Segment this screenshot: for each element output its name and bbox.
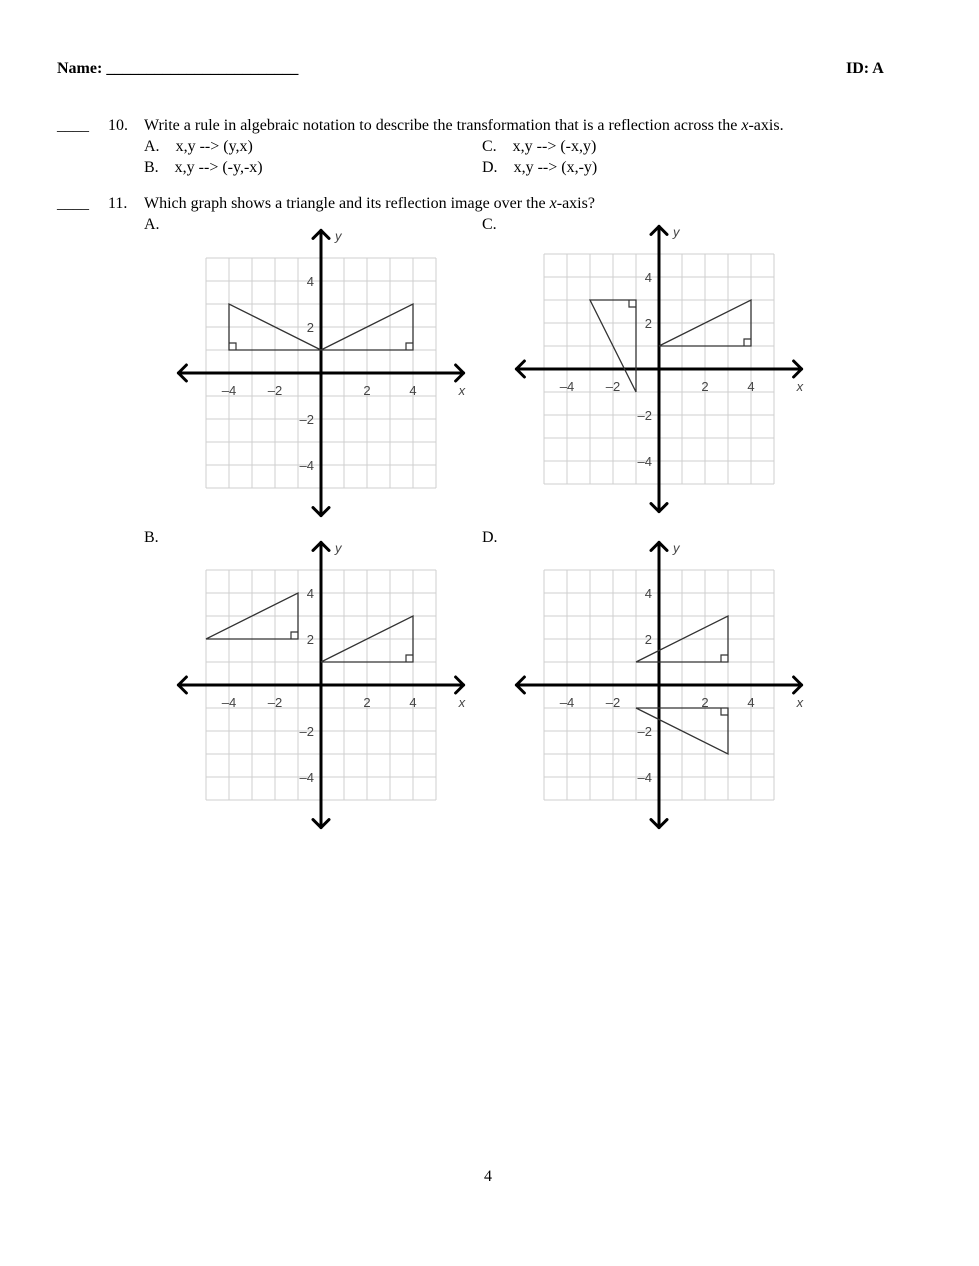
page-number: 4 (484, 1168, 492, 1185)
y-tick-label: 4 (644, 270, 652, 285)
graph-label-a: A. (144, 216, 160, 233)
y-axis-label: y (335, 540, 342, 556)
x-tick-label: 4 (747, 695, 755, 710)
x-tick-label: –2 (267, 383, 283, 398)
name-field-label: Name: ________________________ (57, 60, 299, 77)
id-label: ID: A (846, 60, 884, 77)
x-tick-label: 2 (363, 383, 371, 398)
graph-label-b: B. (144, 529, 159, 546)
y-tick-label: –2 (299, 724, 314, 739)
x-axis-label: x (796, 379, 804, 394)
x-tick-label: –2 (267, 695, 283, 710)
x-tick-label: 4 (409, 695, 417, 710)
y-tick-label: 2 (306, 320, 314, 335)
y-tick-label: 2 (306, 632, 314, 647)
x-axis-label: x (458, 695, 466, 710)
x-tick-label: –2 (605, 695, 621, 710)
y-tick-label: –4 (299, 770, 314, 785)
y-tick-label: –2 (299, 412, 314, 427)
y-axis-label: y (673, 224, 680, 240)
y-tick-label: –4 (637, 770, 652, 785)
x-tick-label: 2 (363, 695, 371, 710)
x-tick-label: –4 (559, 379, 575, 394)
x-tick-label: 4 (409, 383, 417, 398)
y-tick-label: 4 (306, 274, 314, 289)
q10-option-d: D. x,y --> (x,-y) (482, 159, 598, 176)
y-tick-label: –2 (637, 724, 652, 739)
graph-label-c: C. (482, 216, 497, 233)
q10-number: 10. (108, 117, 128, 134)
y-tick-label: 4 (306, 586, 314, 601)
y-tick-label: –4 (637, 454, 652, 469)
x-axis-label: x (458, 383, 466, 398)
y-tick-label: 2 (644, 632, 652, 647)
q10-option-b: B. x,y --> (-y,-x) (144, 159, 263, 176)
q10-option-a: A. x,y --> (y,x) (144, 138, 253, 155)
right-angle-marker (721, 708, 728, 715)
q10-text: Write a rule in algebraic notation to describe the transformation that is a reflection across the x-axis. (144, 117, 784, 134)
x-tick-label: 2 (701, 379, 709, 394)
axes (516, 542, 801, 827)
y-tick-label: 4 (644, 586, 652, 601)
y-tick-label: 2 (644, 316, 652, 331)
x-tick-label: –4 (559, 695, 575, 710)
graph-label-d: D. (482, 529, 498, 546)
x-tick-label: 2 (701, 695, 709, 710)
q10-answer-blank: ____ (57, 117, 89, 134)
q10-option-c: C. x,y --> (-x,y) (482, 138, 597, 155)
y-axis-label: y (673, 540, 680, 556)
right-angle-marker (721, 655, 728, 662)
y-tick-label: –2 (637, 408, 652, 423)
x-tick-label: 4 (747, 379, 755, 394)
x-axis-label: x (796, 695, 804, 710)
x-tick-label: –4 (221, 695, 237, 710)
x-tick-label: –2 (605, 379, 621, 394)
q11-number: 11. (108, 195, 128, 212)
q11-text: Which graph shows a triangle and its reflection image over the x-axis? (144, 195, 595, 212)
y-tick-label: –4 (299, 458, 314, 473)
coordinate-plane (516, 540, 803, 827)
y-axis-label: y (335, 228, 342, 244)
q11-answer-blank: ____ (57, 195, 89, 212)
x-tick-label: –4 (221, 383, 237, 398)
